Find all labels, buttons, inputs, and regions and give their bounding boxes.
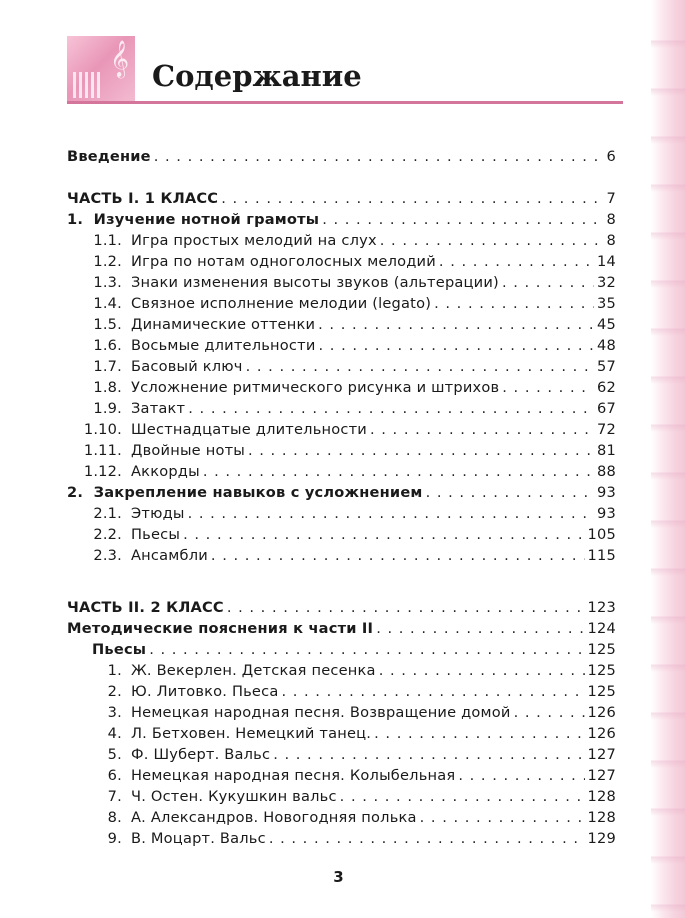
- dot-leader: [319, 335, 595, 356]
- toc-section[interactable]: [67, 482, 616, 503]
- spacer: [67, 587, 616, 597]
- toc-page-number: 126: [587, 725, 616, 742]
- toc-page-number: 127: [587, 767, 616, 784]
- toc-entry-label: Аккорды: [131, 463, 200, 480]
- toc-item-number: 4.: [107, 725, 122, 742]
- toc-item[interactable]: [67, 524, 616, 545]
- toc-entry-label: Немецкая народная песня. Возвращение домой: [131, 704, 511, 721]
- toc-item-number: 1.6.: [93, 337, 122, 354]
- dot-leader: [502, 272, 594, 293]
- dot-leader: [322, 209, 603, 230]
- dot-leader: [514, 702, 585, 723]
- toc-page-number: 81: [597, 442, 616, 459]
- toc-entry-label: ЧАСТЬ II. 2 КЛАСС: [67, 599, 224, 616]
- toc-page-number: 124: [587, 620, 616, 637]
- toc-item-number: 8.: [107, 809, 122, 826]
- dot-leader: [281, 681, 584, 702]
- dot-leader: [439, 251, 594, 272]
- toc-item[interactable]: [67, 660, 616, 681]
- dot-leader: [246, 356, 594, 377]
- toc-item-number: 1.3.: [93, 274, 122, 291]
- toc-page-number: 105: [587, 526, 616, 543]
- dot-leader: [188, 398, 594, 419]
- toc-item[interactable]: [67, 461, 616, 482]
- toc-entry-label: Затакт: [131, 400, 186, 417]
- dot-leader: [183, 524, 584, 545]
- toc-item-number: 3.: [107, 704, 122, 721]
- toc-item[interactable]: [67, 681, 616, 702]
- dot-leader: [318, 314, 594, 335]
- toc-entry-label: Пьесы: [92, 641, 147, 658]
- toc-entry-label: Немецкая народная песня. Колыбельная: [131, 767, 456, 784]
- toc-item[interactable]: [67, 419, 616, 440]
- page-title: Содержание: [152, 59, 362, 93]
- piano-keys-icon: [73, 72, 103, 98]
- toc-entry-label: В. Моцарт. Вальс: [131, 830, 266, 847]
- toc-page-number: 127: [587, 746, 616, 763]
- toc-page-number: 128: [587, 788, 616, 805]
- dot-leader: [340, 786, 585, 807]
- toc-page-number: 8: [606, 232, 616, 249]
- toc-item[interactable]: [67, 335, 616, 356]
- dot-leader: [149, 639, 584, 660]
- toc-page-number: 88: [597, 463, 616, 480]
- toc-entry-label: Введение: [67, 148, 151, 165]
- toc-page-number: 125: [587, 683, 616, 700]
- toc-item[interactable]: [67, 723, 616, 744]
- spacer: [67, 167, 616, 188]
- toc-entry-label: Этюды: [131, 505, 185, 522]
- toc-item[interactable]: [67, 765, 616, 786]
- dot-leader: [376, 618, 584, 639]
- toc-item[interactable]: [67, 440, 616, 461]
- toc-page-number: 57: [597, 358, 616, 375]
- toc-page-number: 125: [587, 662, 616, 679]
- toc-entry-label: Усложнение ритмического рисунка и штрихов: [131, 379, 500, 396]
- toc-entry-label: Ансамбли: [131, 547, 208, 564]
- toc-item[interactable]: [67, 314, 616, 335]
- toc-entry-label: Восьмые длительности: [131, 337, 316, 354]
- toc-item-number: 2.2.: [93, 526, 122, 543]
- toc-page-number: 35: [597, 295, 616, 312]
- toc-page-number: 8: [606, 211, 616, 228]
- dot-leader: [188, 503, 594, 524]
- toc-page-number: 125: [587, 641, 616, 658]
- toc-entry-label: Ю. Литовко. Пьеса: [131, 683, 279, 700]
- toc-item[interactable]: [67, 828, 616, 849]
- toc-item[interactable]: [67, 293, 616, 314]
- toc-entry-label: Связное исполнение мелодии (legato): [131, 295, 432, 312]
- toc-item-number: 1.11.: [83, 442, 122, 459]
- toc-page-number: 123: [587, 599, 616, 616]
- treble-clef-icon: 𝄞: [110, 39, 129, 77]
- toc-entry-label: Ч. Остен. Кукушкин вальс: [131, 788, 337, 805]
- toc-entry-label: Ф. Шуберт. Вальс: [131, 746, 271, 763]
- toc-page-number: 62: [597, 379, 616, 396]
- toc-item-number: 2.3.: [93, 547, 122, 564]
- toc-page-number: 67: [597, 400, 616, 417]
- dot-leader: [248, 440, 594, 461]
- toc-subsection-heading[interactable]: [67, 639, 616, 660]
- toc-page-number: 32: [597, 274, 616, 291]
- toc-page-number: 93: [597, 484, 616, 501]
- toc-entry-label: Л. Бетховен. Немецкий танец.: [131, 725, 372, 742]
- toc-page-number: 48: [597, 337, 616, 354]
- toc-page-number: 14: [597, 253, 616, 270]
- decorative-side-border: [651, 0, 685, 918]
- toc-entry-label: Пьесы: [131, 526, 181, 543]
- toc-page-number: 6: [606, 148, 616, 165]
- spacer: [67, 566, 616, 587]
- page-number: 3: [333, 868, 344, 886]
- toc-item[interactable]: [67, 807, 616, 828]
- toc-page-number: 72: [597, 421, 616, 438]
- toc-item-number: 1.7.: [93, 358, 122, 375]
- toc-entry-label: ЧАСТЬ I. 1 КЛАСС: [67, 190, 219, 207]
- toc-item-number: 1.10.: [83, 421, 122, 438]
- toc-item-number: 1.9.: [93, 400, 122, 417]
- title-underline: [67, 101, 623, 104]
- dot-leader: [370, 419, 594, 440]
- toc-item[interactable]: [67, 744, 616, 765]
- toc-item-number: 7.: [107, 788, 122, 805]
- dot-leader: [273, 744, 584, 765]
- dot-leader: [426, 482, 594, 503]
- toc-entry-label: 2. Закрепление навыков с усложнением: [67, 484, 423, 501]
- toc-item-number: 1.12.: [83, 463, 122, 480]
- dot-leader: [379, 660, 585, 681]
- toc-item-number: 2.: [107, 683, 122, 700]
- toc-page-number: 126: [587, 704, 616, 721]
- toc-entry-label: Динамические оттенки: [131, 316, 316, 333]
- toc-section[interactable]: [67, 618, 616, 639]
- toc-entry-intro[interactable]: [67, 146, 616, 167]
- toc-entry-label: А. Александров. Новогодняя полька: [131, 809, 417, 826]
- toc-entry-label: 1. Изучение нотной грамоты: [67, 211, 320, 228]
- toc-item-number: 5.: [107, 746, 122, 763]
- dot-leader: [420, 807, 585, 828]
- toc-item[interactable]: [67, 377, 616, 398]
- toc-entry-label: Двойные ноты: [131, 442, 245, 459]
- toc-page-number: 115: [587, 547, 616, 564]
- toc-entry-label: Ж. Векерлен. Детская песенка: [131, 662, 376, 679]
- toc-page-number: 128: [587, 809, 616, 826]
- dot-leader: [458, 765, 584, 786]
- dot-leader: [380, 230, 604, 251]
- toc-page-number: 7: [606, 190, 616, 207]
- dot-leader: [502, 377, 594, 398]
- toc-entry-label: Игра простых мелодий на слух: [131, 232, 377, 249]
- toc-entry-label: Басовый ключ: [131, 358, 243, 375]
- toc-item-number: 1.1.: [93, 232, 122, 249]
- toc-entry-label: Шестнадцатые длительности: [131, 421, 367, 438]
- toc-item[interactable]: [67, 503, 616, 524]
- toc-page-number: 93: [597, 505, 616, 522]
- toc-item-number: 9.: [107, 830, 122, 847]
- dot-leader: [269, 828, 585, 849]
- toc-page-number: 45: [597, 316, 616, 333]
- table-of-contents: [67, 146, 616, 849]
- toc-item[interactable]: [67, 230, 616, 251]
- toc-item[interactable]: [67, 702, 616, 723]
- toc-item-number: 1.8.: [93, 379, 122, 396]
- toc-section[interactable]: [67, 209, 616, 230]
- toc-item[interactable]: [67, 272, 616, 293]
- toc-item[interactable]: [67, 786, 616, 807]
- toc-item[interactable]: [67, 398, 616, 419]
- toc-item-number: 1.5.: [93, 316, 122, 333]
- toc-part-heading[interactable]: [67, 597, 616, 618]
- toc-item[interactable]: [67, 545, 616, 566]
- dot-leader: [221, 188, 603, 209]
- toc-entry-label: Знаки изменения высоты звуков (альтерации): [131, 274, 499, 291]
- toc-entry-label: Методические пояснения к части II: [67, 620, 374, 637]
- dot-leader: [374, 723, 584, 744]
- toc-item-number: 6.: [107, 767, 122, 784]
- decorative-music-square: [67, 36, 135, 104]
- dot-leader: [203, 461, 594, 482]
- dot-leader: [154, 146, 604, 167]
- toc-part-heading[interactable]: [67, 188, 616, 209]
- toc-page-number: 129: [587, 830, 616, 847]
- dot-leader: [434, 293, 594, 314]
- toc-item[interactable]: [67, 251, 616, 272]
- toc-entry-label: Игра по нотам одноголосных мелодий: [131, 253, 436, 270]
- toc-item-number: 1.4.: [93, 295, 122, 312]
- dot-leader: [227, 597, 585, 618]
- toc-item-number: 1.: [107, 662, 122, 679]
- toc-item-number: 1.2.: [93, 253, 122, 270]
- dot-leader: [211, 545, 585, 566]
- toc-item-number: 2.1.: [93, 505, 122, 522]
- toc-item[interactable]: [67, 356, 616, 377]
